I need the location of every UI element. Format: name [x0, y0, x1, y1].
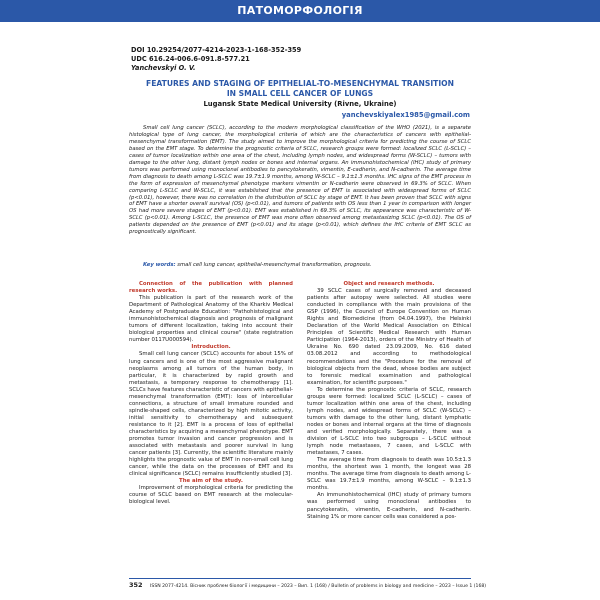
- affiliation: Lugansk State Medical University (Rivne, Ukraine): [203, 100, 397, 108]
- abstract-text: Small cell lung cancer (SCLC), according to the modern morphological classification of the WHO (2021), is a separate histological type of lung cancer, the morphological criteria of which are the characteristics of cancers with epithelial-mesenchymal transformation (EMT). The study aimed to improve the morphological criteria for predicting the course of SCLC based on the EMT stage. To determine the prognostic criteria of SCLC, research groups were formed: localized SCLC (L-SCLC) – cases of tumor localization within one area of the chest, including lymph nodes, and widespread forms (W-SCLC) – tumors with damage to the other lung, distant lymph nodes or bones and internal organs. An immunohistochemical (IHC) study of primary tumors was performed using monoclonal antibodies to pancytokeratin, vimentin, E-cadherin, and N-cadherin. The average time from diagnosis to death among L-SCLC was 19.7±1.9 months, among W-SCLC – 9.1±1.3 months. IHC signs of the EMT process in the form of expression of mesenchymal phenotype markers vimentin or N-cadherin were observed in 69.3% of SCLC. When comparing L-SCLC and W-SCLC, it was established that the presence of EMT is associated with widespread forms of SCLC (p<0.01), however, there was no correlation in the distribution of SCLC by stage of EMT. It has been proven that SCLC with signs of EMT have a shorter overall survival (OS) (p<0.01), and tumors of patients with OS less than 1 year in comparison with longer OS had more severe stages of EMT (p<0.01). EMT was established in 69.3% of SCLC, its appearance was characteristic of W-SCLC (p<0.01). Among L-SCLC, the presence of EMT was more often observed among metastasizing SCLC (p<0.01). The OS of patients depended on the presence of EMT (p<0.01) and its stage (p<0.01), which defines the IHC criteria of EMT SCLC as prognostically significant.: [129, 125, 471, 236]
- methods-paragraph-3: The average time from diagnosis to death was 10.5±1.3 months, the shortest was 1 month, the longest was 28 months. The average time from diagnosis to death among L-SCLC was 19.7±1.9 months, among W-SCLC – 9.1±1.3 months.: [307, 457, 471, 492]
- author-email[interactable]: yanchevskiyalex1985@gmail.com: [341, 111, 470, 119]
- page-number: 352: [129, 581, 143, 589]
- abstract: [129, 125, 471, 236]
- keywords-block: [129, 262, 471, 269]
- udc-line: UDC 616.24-006.6-091.8-577.21: [131, 55, 250, 63]
- keywords-label: Key words:: [143, 262, 176, 268]
- article-title-line-1: FEATURES AND STAGING OF EPITHELIAL-TO-MESENCHYMAL TRANSITION: [146, 79, 454, 88]
- introduction-text: Small cell lung cancer (SCLC) accounts for about 15% of lung cancers and is one of the most aggressive malignant neoplasms among all tumors of the human body, in particular, it is characterized by rapid growth and metastasis, a temporary response to chemotherapy [1]. SCLCs have features characteristic of cancers with epithelial-mesenchymal transformation (EMT): loss of intercellular connections, a structure of small immature rounded and spindle-shaped cells, characterized by high mitotic activity, initial sensitivity to chemotherapy and subsequent resistance to it [2]. EMT is a process of loss of epithelial characteristics by acquiring a mesenchymal phenotype. EMT promotes tumor invasion and cancer progression and is associated with metastasis and poorer survival in lung cancer patients [3]. Currently, the scientific literature mainly highlights the prognostic value of EMT in non-small cell lung cancer, while the data on the processes of EMT and its clinical significance (SCLC) remains insufficiently studied [3].: [129, 351, 293, 478]
- page-footer: [129, 581, 487, 589]
- methods-paragraph-2: To determine the prognostic criteria of SCLC, research groups were formed: localized SCLC (L-SCLC) – cases of tumor localization within one area of the chest, including lymph nodes, and widespread forms of SCLC (W-SCLC) – tumors with damage to the other lung, distant lymphatic nodes or bones and internal organs at the time of diagnosis and verified morphologically. Separately, there was a division of L-SCLC into two subgroups – L-SCLC without lymph node metastases, 7 cases, and L-SCLC with metastases, 7 cases.: [307, 386, 471, 457]
- author-line: Yanchevskyi O. V.: [131, 64, 196, 72]
- section-title: ПАТОМОРФОЛОГІЯ: [237, 4, 363, 17]
- aim-text: Improvement of morphological criteria for predicting the course of SCLC based on EMT research at the molecular-biological level.: [129, 485, 293, 506]
- journal-footer-text: ISSN 2077-4214. Вісник проблем біології і медицини – 2023 – Вип. 1 (168) / Bulletin of problems in biology and medicine – 2023 – Issue 1 (168): [150, 584, 487, 589]
- right-column: [307, 281, 471, 521]
- keywords-text: small cell lung cancer, epithelial-mesenchymal transformation, prognosis.: [177, 262, 372, 268]
- section-header-bar: [0, 0, 600, 22]
- connection-heading: Connection of the publication with planned research works.: [129, 281, 293, 295]
- article-title-line-2: IN SMALL CELL CANCER OF LUNGS: [226, 88, 374, 98]
- methods-paragraph-4: An immunohistochemical (IHC) study of primary tumors was performed using monoclonal antibodies to pancytokeratin, vimentin, E-cadherin, and N-cadherin. Staining 1% or more cancer cells was considered a pos-: [307, 492, 471, 520]
- left-column: [129, 281, 293, 507]
- doi-line: DOI 10.29254/2077-4214-2023-1-168-352-359: [131, 46, 302, 54]
- introduction-heading: Introduction.: [191, 344, 231, 351]
- article-title: [131, 79, 469, 98]
- footer-divider: [129, 578, 471, 579]
- connection-text: This publication is part of the research work of the Department of Pathological Anatomy of the Kharkiv Medical Academy of Postgraduate Education: "Pathohistological and immunohistochemical diagnosis and prognosis of malignant tumors of different localization, taking into account their biological properties and clinical course" (state registration number 0117U000594).: [129, 295, 293, 344]
- aim-heading: The aim of the study.: [179, 478, 243, 485]
- methods-paragraph-1: 39 SCLC cases of surgically removed and deceased patients after autopsy were selected. All studies were conducted in compliance with the main provisions of the GSP (1996), the Council of Europe Convention on Human Rights and Biomedicine (from 04.04.1997), the Helsinki Declaration of the World Medical Association on Ethical Principles of Scientific Medical Research with Human Participation (1964-2013), orders of the Ministry of Health of Ukraine No. 690 dated 23.09.2009, No. 616 dated 03.08.2012 and according to methodological recommendations and the "Procedure for the removal of biological objects from the dead, whose bodies are subject to forensic medical examination and pathological examination, for scientific purposes.": [307, 288, 471, 386]
- methods-heading: Object and research methods.: [343, 281, 435, 287]
